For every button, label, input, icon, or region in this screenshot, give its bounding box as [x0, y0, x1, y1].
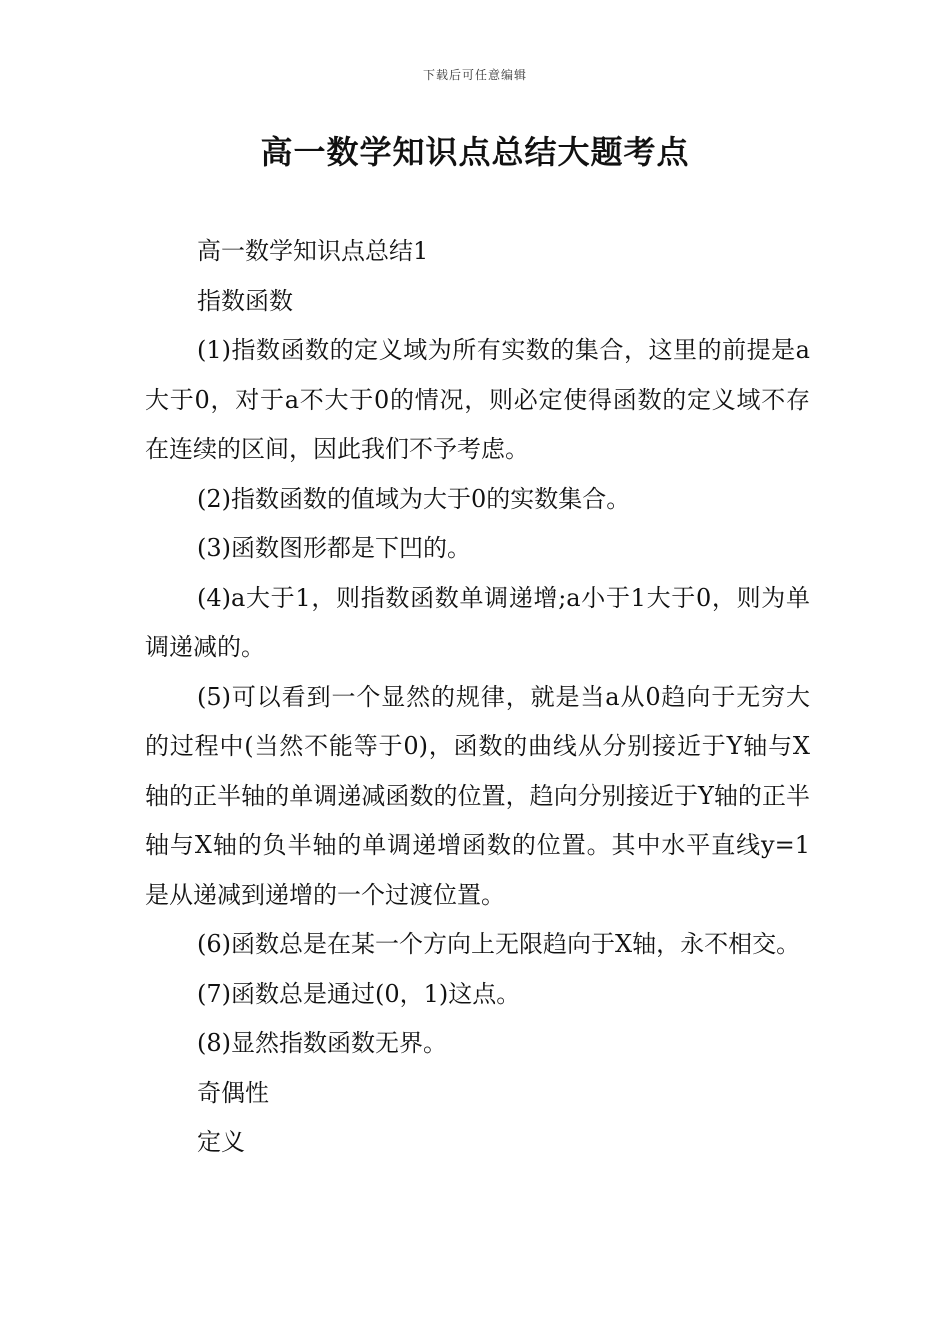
paragraph: (6)函数总是在某一个方向上无限趋向于X轴，永不相交。 [197, 930, 801, 958]
paragraph: (5)可以看到一个显然的规律，就是当a从0趋向于无穷大的过程中(当然不能等于0)，函数的曲线从分别接近于Y轴与X轴的正半轴的单调递减函数的位置，趋向分别接近于Y轴的正半轴与X轴的负半轴的单调递增函数的位置。其中水平直线y=1是从递减到递增的一个过渡位置。 [145, 682, 810, 909]
subsection-heading: 奇偶性 [197, 1078, 269, 1107]
header-note: 下载后可任意编辑 [422, 68, 527, 82]
paragraph: (3)函数图形都是下凹的。 [197, 534, 471, 562]
document-title: 高一数学知识点总结大题考点 [260, 133, 690, 171]
paragraph: (4)a大于1，则指数函数单调递增;a小于1大于0，则为单调递减的。 [145, 583, 810, 661]
paragraph: (1)指数函数的定义域为所有实数的集合，这里的前提是a大于0，对于a不大于0的情况，则必定使得函数的定义域不存在连续的区间，因此我们不予考虑。 [145, 336, 810, 463]
section-heading: 高一数学知识点总结1 [197, 237, 429, 265]
paragraph: (7)函数总是通过(0，1)这点。 [197, 979, 521, 1008]
paragraph: (2)指数函数的值域为大于0的实数集合。 [197, 484, 631, 513]
subsection-heading: 指数函数 [197, 286, 293, 315]
paragraph: (8)显然指数函数无界。 [197, 1029, 447, 1057]
subsection-heading: 定义 [197, 1128, 245, 1156]
document-body [145, 227, 810, 1168]
